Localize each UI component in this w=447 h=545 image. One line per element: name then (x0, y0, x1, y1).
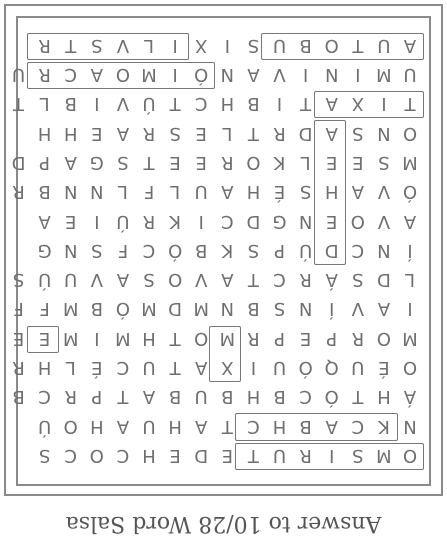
grid-letter: T (169, 93, 181, 115)
grid-letter: B (273, 386, 286, 408)
grid-letter: N (377, 122, 391, 144)
grid-letter: I (355, 64, 361, 86)
grid-letter: C (299, 386, 312, 408)
grid-letter: C (194, 93, 208, 115)
grid-letter: Ó (194, 64, 209, 86)
grid-letter: V (116, 34, 130, 56)
grid-letter: A (38, 210, 51, 232)
grid-letter: L (65, 357, 76, 379)
grid-letter: O (402, 357, 418, 379)
grid-letter: C (142, 239, 156, 261)
grid-letter: A (247, 64, 260, 86)
grid-letter: E (195, 152, 207, 173)
grid-letter: V (90, 269, 103, 291)
grid-letter: M (115, 327, 131, 349)
grid-letter: A (195, 415, 208, 437)
grid-letter: R (221, 152, 234, 173)
grid-letter: H (63, 122, 78, 144)
grid-letter: F (39, 298, 50, 320)
grid-letter: R (299, 445, 312, 466)
grid-letter: U (351, 357, 365, 379)
grid-letter: Ú (38, 415, 52, 437)
grid-letter: T (404, 93, 416, 115)
grid-letter: U (272, 357, 287, 379)
answer-highlight (235, 443, 424, 470)
grid-letter: G (37, 239, 52, 261)
grid-letter: V (351, 298, 364, 320)
grid-letter: S (352, 122, 364, 144)
grid-letter: E (195, 122, 207, 144)
grid-letter: T (65, 34, 77, 56)
grid-letter: E (38, 327, 51, 349)
grid-letter: R (273, 122, 286, 144)
grid-letter: Á (403, 386, 417, 408)
grid-letter: S (352, 445, 364, 466)
grid-letter: C (351, 415, 365, 437)
grid-letter: R (64, 386, 77, 408)
grid-letter: M (141, 298, 157, 320)
grid-letter: B (12, 386, 25, 408)
grid-letter: G (272, 210, 287, 232)
grid-letter: S (378, 152, 390, 173)
grid-letter: A (195, 357, 208, 379)
answer-highlight (235, 413, 398, 440)
grid-letter: T (169, 327, 181, 349)
grid-letter: V (377, 181, 391, 203)
grid-letter: X (221, 357, 234, 379)
grid-letter: B (90, 298, 103, 320)
grid-letter: U (272, 445, 287, 466)
grid-letter: D (298, 122, 313, 144)
grid-letter: H (168, 415, 182, 437)
grid-letter: T (352, 34, 364, 56)
grid-letter: O (324, 34, 339, 56)
grid-letter: A (403, 34, 417, 56)
answer-highlight (209, 326, 241, 383)
grid-letter: O (194, 327, 209, 349)
grid-letter: A (90, 64, 103, 86)
grid-letter: A (325, 122, 338, 144)
grid-letter: M (62, 327, 79, 349)
grid-letter: P (326, 327, 338, 349)
grid-letter: Á (325, 269, 338, 291)
grid-letter: E (221, 445, 233, 466)
grid-letter: P (39, 152, 51, 173)
grid-letter: É (273, 181, 286, 203)
grid-letter: T (247, 445, 259, 466)
grid-letter: S (169, 122, 181, 144)
grid-letter: H (37, 122, 52, 144)
grid-letter: C (64, 64, 77, 86)
grid-letter: S (299, 181, 312, 203)
grid-letter: S (247, 239, 260, 261)
grid-letter: M (219, 327, 236, 349)
grid-letter: É (91, 357, 103, 379)
grid-letter: O (246, 152, 261, 173)
grid-letter: Ó (168, 239, 183, 261)
grid-letter: A (325, 93, 338, 115)
grid-letter: B (247, 93, 260, 115)
grid-letter: B (299, 34, 312, 56)
grid-letter: V (377, 210, 391, 232)
grid-letter: R (12, 357, 25, 379)
grid-letter: P (91, 386, 103, 408)
grid-letter: H (220, 93, 235, 115)
grid-letter: B (64, 93, 77, 115)
grid-letter: S (143, 269, 155, 291)
grid-letter: F (117, 239, 129, 261)
grid-letter: O (402, 445, 418, 466)
grid-letter: I (276, 93, 283, 115)
grid-letter: C (116, 445, 130, 466)
grid-letter: B (38, 181, 51, 203)
grid-letter: A (142, 386, 156, 408)
grid-letter: U (272, 34, 287, 56)
grid-letter: O (115, 64, 130, 86)
grid-letter: C (116, 357, 130, 379)
grid-letter: U (194, 386, 208, 408)
grid-letter: R (299, 269, 312, 291)
grid-letter: S (91, 34, 103, 56)
grid-letter: N (403, 415, 417, 437)
grid-letter: Q (324, 357, 339, 379)
grid-letter: D (324, 239, 339, 261)
grid-letter: B (168, 386, 182, 408)
grid-letter: N (63, 239, 78, 261)
grid-letter: S (352, 269, 364, 291)
grid-letter: D (11, 152, 26, 173)
grid-letter: E (352, 152, 364, 173)
grid-letter: C (273, 269, 286, 291)
grid-letter: U (142, 415, 156, 437)
grid-letter: E (326, 210, 338, 232)
grid-letter: H (142, 445, 156, 466)
grid-letter: I (250, 357, 257, 379)
grid-letter: V (273, 64, 286, 86)
grid-letter: E (169, 152, 181, 173)
grid-letter: L (143, 34, 155, 56)
grid-letter: Ó (298, 357, 313, 379)
grid-letter: R (351, 327, 365, 349)
grid-letter: O (89, 445, 104, 466)
answer-highlight (314, 120, 346, 265)
grid-letter: K (221, 239, 234, 261)
grid-letter: X (351, 93, 364, 115)
grid-letter: H (246, 386, 261, 408)
answer-highlight (27, 33, 190, 60)
grid-letter: E (65, 210, 77, 232)
grid-letter: C (221, 210, 234, 232)
grid-letter: H (90, 415, 104, 437)
grid-letter: M (376, 64, 392, 86)
grid-letter: N (298, 210, 313, 232)
caption: Answer to 10/28 Word Salsa (65, 511, 382, 536)
grid-letter: Ó (402, 181, 418, 203)
grid-letter: Í (329, 298, 335, 320)
grid-letter: T (300, 93, 312, 115)
grid-letter: C (351, 239, 365, 261)
grid-letter: S (117, 152, 129, 173)
grid-letter: M (376, 445, 392, 466)
grid-letter: É (378, 357, 390, 379)
grid-letter: Ú (38, 269, 52, 291)
grid-letter: A (64, 152, 77, 173)
grid-letter: A (116, 415, 130, 437)
grid-letter: E (326, 152, 338, 173)
grid-letter: U (142, 357, 156, 379)
grid-letter: O (168, 269, 183, 291)
answer-highlight (314, 91, 424, 118)
grid-letter: X (195, 34, 208, 56)
grid-letter: S (247, 34, 260, 56)
grid-letter: Ó (324, 386, 339, 408)
grid-letter: O (376, 327, 391, 349)
grid-letter: G (89, 152, 104, 173)
grid-letter: C (247, 415, 260, 437)
grid-letter: V (195, 269, 208, 291)
grid-letter: T (247, 269, 259, 291)
grid-letter: N (298, 298, 313, 320)
grid-letter: O (402, 122, 418, 144)
grid-letter: F (13, 298, 24, 320)
grid-letter: F (143, 181, 155, 203)
answer-highlight (27, 326, 59, 353)
grid-letter: D (194, 445, 209, 466)
grid-letter: I (329, 445, 335, 466)
grid-letter: R (38, 64, 51, 86)
grid-letter: R (142, 122, 156, 144)
grid-letter: M (62, 298, 79, 320)
grid-letter: N (220, 298, 235, 320)
grid-letter: T (143, 152, 155, 173)
grid-letter: I (94, 327, 100, 349)
grid-letter: I (198, 210, 204, 232)
grid-letter: T (352, 386, 364, 408)
grid-letter: H (324, 181, 339, 203)
grid-letter: M (402, 327, 418, 349)
grid-letter: L (300, 152, 311, 173)
grid-letter: U (64, 269, 78, 291)
grid-letter: Ó (115, 298, 130, 320)
grid-letter: K (169, 210, 182, 232)
grid-letter: I (381, 93, 387, 115)
grid-letter: T (13, 93, 24, 115)
grid-letter: D (168, 298, 183, 320)
grid-letter: Ú (116, 210, 130, 232)
grid-letter: U (377, 34, 391, 56)
grid-letter: T (117, 386, 129, 408)
answer-highlight (261, 33, 424, 60)
grid-letter: U (194, 181, 208, 203)
grid-letter: E (299, 327, 312, 349)
grid-letter: B (299, 415, 312, 437)
grid-letter: S (273, 298, 286, 320)
grid-letter: K (378, 415, 390, 437)
grid-letter: M (193, 298, 209, 320)
grid-letter: A (351, 181, 364, 203)
grid-letter: S (91, 239, 103, 261)
grid-letter: B (221, 386, 234, 408)
grid-letter: H (272, 415, 287, 437)
grid-letter: A (116, 122, 130, 144)
answer-highlight (27, 62, 216, 89)
grid-letter: B (195, 239, 208, 261)
grid-letter: E (169, 445, 181, 466)
grid-letter: R (12, 181, 25, 203)
grid-letter: I (94, 93, 100, 115)
grid-letter: L (170, 181, 181, 203)
grid-letter: I (172, 64, 178, 86)
grid-letter: A (221, 181, 234, 203)
grid-letter: E (12, 327, 25, 349)
grid-letter: R (142, 210, 156, 232)
grid-letter: S (38, 445, 51, 466)
grid-letter: H (377, 386, 391, 408)
grid-letter: N (63, 181, 78, 203)
grid-letter: T (221, 415, 233, 437)
grid-letter: T (169, 357, 181, 379)
grid-letter: K (273, 152, 286, 173)
grid-letter: S (12, 269, 25, 291)
grid-letter: N (324, 64, 339, 86)
grid-letter: N (220, 64, 235, 86)
grid-letter: D (246, 210, 261, 232)
grid-letter: I (172, 34, 178, 56)
grid-letter: T (247, 122, 259, 144)
grid-letter: Í (407, 239, 413, 261)
grid-letter: D (376, 269, 391, 291)
grid-letter: U (11, 64, 26, 86)
grid-letter: L (222, 122, 233, 144)
grid-letter: I (224, 34, 230, 56)
grid-letter: R (38, 34, 51, 56)
grid-letter: I (407, 298, 413, 320)
grid-letter: M (141, 64, 157, 86)
grid-letter: E (91, 122, 103, 144)
grid-letter: N (90, 181, 104, 203)
grid-letter: Ú (299, 239, 313, 261)
grid-letter: P (274, 239, 285, 261)
grid-letter: I (94, 210, 100, 232)
grid-letter: A (325, 415, 338, 437)
grid-letter: N (377, 239, 391, 261)
grid-letter: L (39, 93, 50, 115)
grid-letter: C (38, 386, 51, 408)
grid-letter: O (63, 415, 78, 437)
grid-letter: U (403, 64, 417, 86)
grid-letter: I (302, 64, 309, 86)
grid-letter: L (117, 181, 128, 203)
grid-letter: Ú (142, 93, 156, 115)
grid-letter: H (142, 327, 156, 349)
grid-letter: B (247, 298, 260, 320)
grid-letter: R (247, 327, 260, 349)
grid-letter: H (37, 357, 52, 379)
grid-letter: P (274, 327, 285, 349)
grid-letter: H (246, 181, 261, 203)
grid-letter: A (403, 210, 417, 232)
grid-letter: A (116, 269, 130, 291)
grid-letter: A (377, 298, 391, 320)
grid-letter: C (64, 445, 77, 466)
grid-letter: V (116, 93, 130, 115)
grid-letter: L (404, 269, 416, 291)
grid-letter: O (350, 210, 365, 232)
grid-letter: M (402, 152, 418, 173)
grid-letter: A (221, 269, 234, 291)
